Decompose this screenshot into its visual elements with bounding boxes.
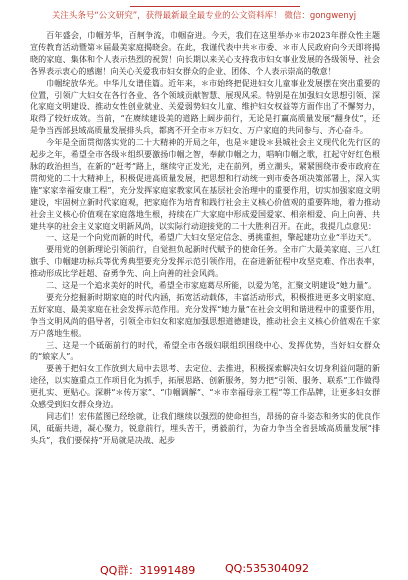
- qq-contact-label[interactable]: QQ:535304092: [225, 562, 310, 575]
- point-one-body: 要用党的创新理论引领前行，自觉担负起新时代赋予的使命任务。全市广大最美家庭、三八红旗手、巾帼建功标兵等优秀典型要充分发挥示范引领作用，在奋进新征程中攻坚克难、作出表率，推动形成比学赶超、奋勇争先、向上向善的社会风尚。: [30, 245, 380, 279]
- banner-divider: [130, 6, 300, 7]
- point-three-body: 要善于把妇女工作放到大局中去思考、去定位、去推进，积极探索解决妇女切身利益问题的新途径，以实施重点工作项目化为抓手，拓展思路、创新服务，努力把“引领、服务、联系”工作做得更扎实、更贴心。深耕“＊传万家”、“巾帼调解”、“＊市幸福母亲工程”等工作品牌，让更多妇女群众感受到妇女群众身边。: [30, 364, 380, 410]
- point-two-body: 要充分挖掘新时期家庭的时代内涵，拓宽活动载体，丰富活动形式，积极推进更多文明家庭、五好家庭、最美家庭在社会发挥示范作用。充分发挥“她力量”在社会文明和谐进程中的重要作用，争当文明风尚的倡导者，引领全市妇女和家庭加强思想道德建设，推动社会主义核心价值观在千家万户落地生根。: [30, 292, 380, 338]
- paragraph-expectations: 今年是全面贯彻落实党的二十大精神的开局之年，也是＊建设＊县城社会主义现代化先行区的起步之年，希望全市各级＊组织要激扬巾帼之智，奉献巾帼之力，唱响巾帼之歌，扛起守好红色根脉的政治担当，在新的“赶考”路上，继续守正发光，走在前列，勇立潮头，紧紧围绕市委市政府在贯彻党的二十大精神上，积极促进高质量发展，把思想和行动统一到市委各项决策部署上，深入实施“家家幸福安康工程”，充分发挥家庭家教家风在基层社会治理中的重要作用，切实加强家庭文明建设，牢固树立新时代家庭观，把家庭作为培育和践行社会主义核心价值观的重要阵地，着力推动社会主义核心价值观在家庭落地生根，持续在广大家庭中形成爱国爱家、相亲相爱、向上向善、共建共享的社会主义家庭文明新风尚，以实际行动迎接党的二十大胜利召开。在此，我提几点意见：: [30, 138, 380, 231]
- point-one-heading: 一、这是一个向党而新的时代，希望广大妇女坚定信念、勇挑重担，擎起建功立业“半边天”。: [46, 233, 377, 243]
- top-banner: [0, 0, 408, 26]
- paragraph-closing: 同志们！宏伟蓝图已经绘就，让我们继续以强烈的使命担当，昂扬的奋斗姿态和务实的优良作风，砥砺共进，凝心聚力，锐意前行，埋头苦干，勇毅前行，为奋力争当全省县域高质量发展“排头兵”，我们要保持“开局就是决战、起步: [30, 412, 380, 445]
- point-three-heading: 三、这是一个砥砺前行的时代，希望全市各级妇联组织围绕中心、发挥优势，当好妇女群众的“娘家人”。: [30, 340, 380, 362]
- footer: [0, 553, 408, 580]
- point-two-heading: 二、这是一个追求美好的时代，希望全市家庭葛尽所能，以爱为笔，汇聚文明建设“她力量”。: [46, 281, 377, 291]
- banner-text[interactable]: 关注头条号“公文研究”，获得最新最全最专业的公文资料库！ 微信：gongwenyj: [51, 11, 357, 21]
- paragraph-opening: 百年盛会，巾帼芳华，百舸争流，巾帼奋进。今天，我们在这里举办＊市2023年群众性主题宣传教育活动暨第＊届最美家庭揭晓会。在此，我谨代表中共＊市委、＊市人民政府向今天即将揭晓的家庭、集体和个人表示热烈的祝贺！向长期以来关心支持我市妇女事业发展的各级领导、社会各界表示衷心的感谢！向关心关爱我市妇女群众的企业、团体、个人表示崇高的敬意！: [30, 31, 380, 76]
- document-body: [30, 30, 380, 447]
- qq-group-label[interactable]: QQ群：31991489: [100, 564, 196, 577]
- paragraph-achievements: 巾帼绽放华光。中华儿女谱佳篇。近年来，＊市始终把促进妇女儿童事业发展摆在突出重要的位置，引领广大妇女在各行各业、各个领域贡献智慧、展现风采。特别是在加强妇女思想引领、深化家庭文明建设、推动女性创业就业、关爱弱势妇女儿童、维护妇女权益等方面作出了不懈努力，取得了较好成效。当前，“在赓续建设美的道路上阔步前行，无论是打赢高质量发展“翻身仗”，还是争当西部县域高质量发展排头兵，都离不开全市＊万妇女、万户家庭的共同参与、齐心奋斗。: [30, 78, 380, 136]
